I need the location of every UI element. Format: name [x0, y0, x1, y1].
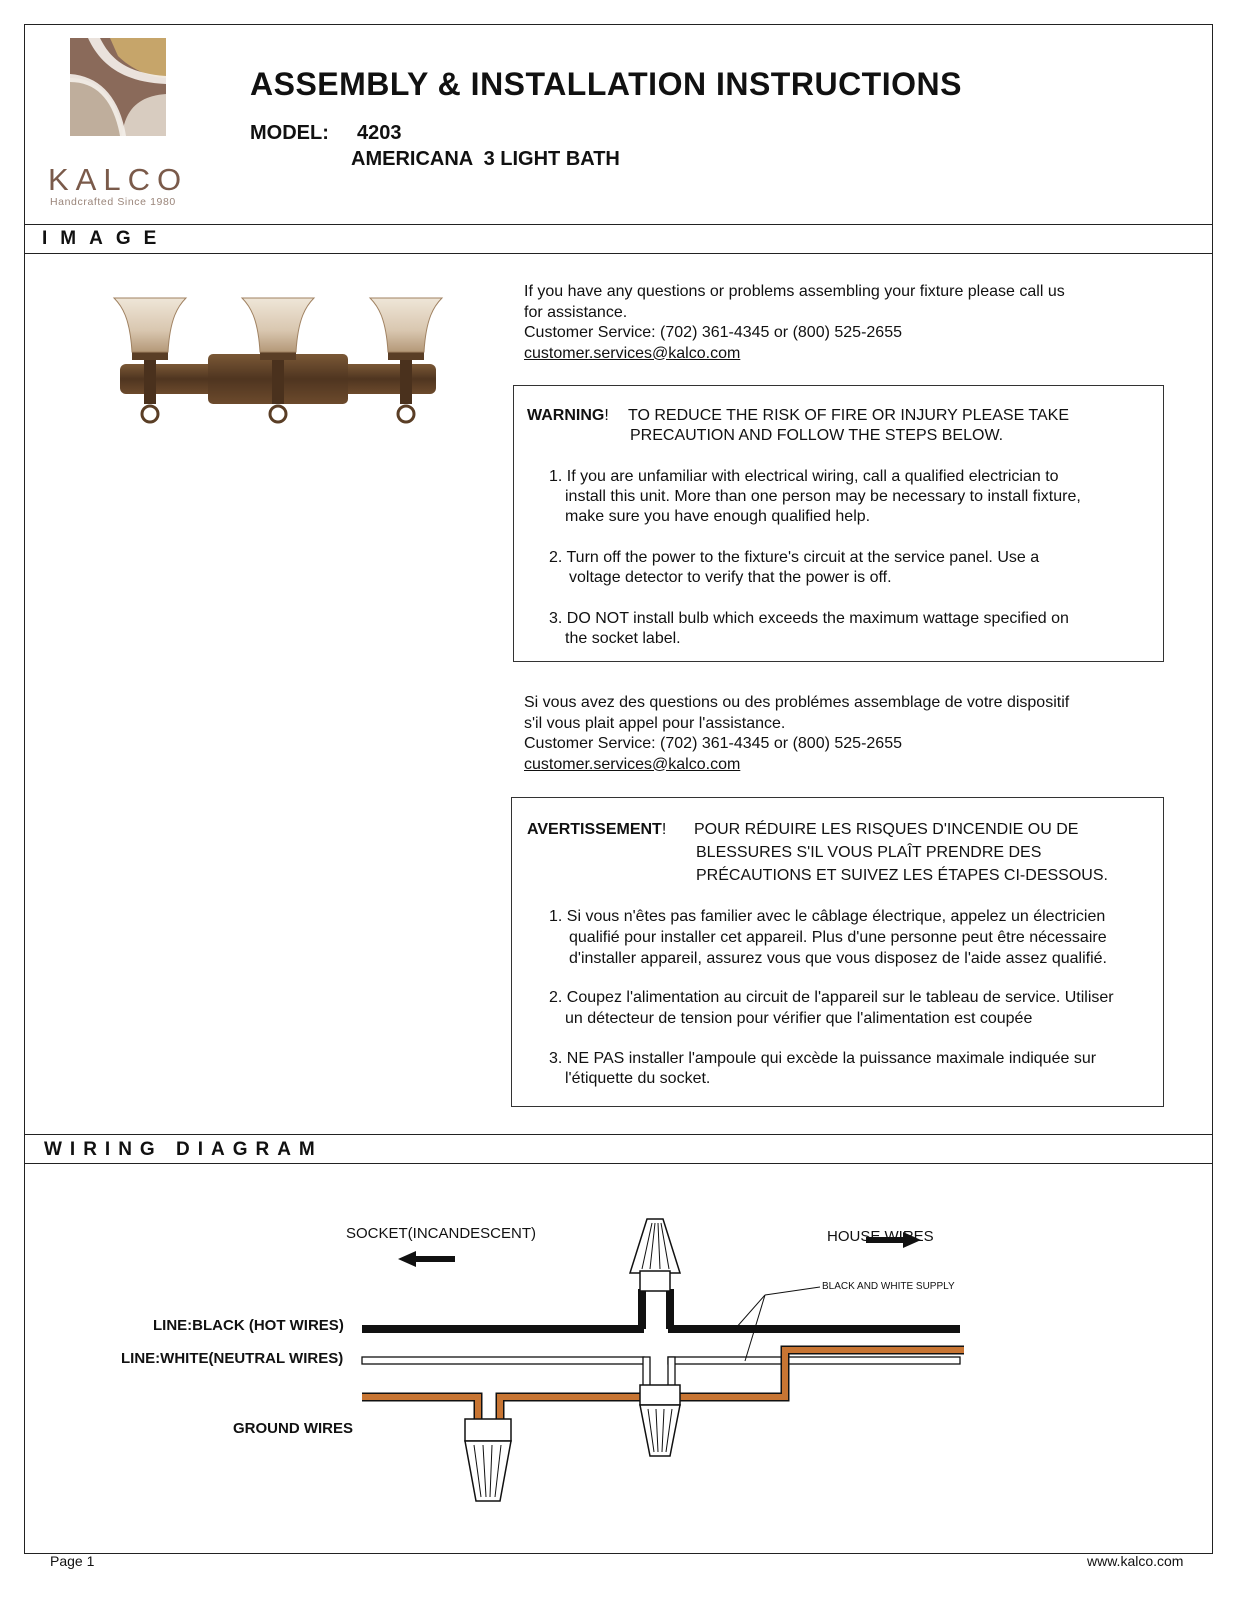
supply-label: BLACK AND WHITE SUPPLY	[822, 1281, 955, 1292]
step-text: l'étiquette du socket.	[565, 1070, 711, 1087]
step-text: 2. Coupez l'alimentation au circuit de l'appareil sur le tableau de service. Utiliser	[549, 989, 1114, 1006]
contact-text: s'il vous plait appel pour l'assistance.	[524, 714, 786, 732]
contact-info	[524, 282, 1065, 364]
model-number: 4203	[357, 122, 402, 144]
step-text: un détecteur de tension pour vérifier que l'alimentation est coupée	[565, 1010, 1033, 1027]
warning-label: WARNING!	[527, 407, 609, 424]
step-text: 2. Turn off the power to the fixture's circuit at the service panel. Use a	[549, 549, 1040, 566]
wire-nut-icon	[640, 1385, 680, 1456]
page-title: ASSEMBLY & INSTALLATION INSTRUCTIONS	[250, 66, 962, 102]
divider	[24, 1134, 1213, 1135]
brand-name: KALCO	[48, 162, 189, 197]
step-text: 3. DO NOT install bulb which exceeds the maximum wattage specified on	[549, 610, 1069, 627]
brand-tagline: Handcrafted Since 1980	[50, 196, 176, 208]
divider	[24, 224, 1213, 225]
step-text: voltage detector to verify that the power is off.	[569, 569, 892, 586]
section-heading-wiring: WIRING DIAGRAM	[44, 1139, 323, 1160]
divider	[24, 253, 1213, 254]
contact-text: for assistance.	[524, 303, 628, 321]
black-wire-left	[362, 1325, 644, 1333]
warning-text: POUR RÉDUIRE LES RISQUES D'INCENDIE OU DE	[694, 821, 1079, 838]
socket-label: SOCKET(INCANDESCENT)	[346, 1225, 537, 1242]
fixture-image	[108, 296, 448, 436]
step-text: 1. If you are unfamiliar with electrical wiring, call a qualified electrician to	[549, 468, 1059, 485]
step-text: 3. NE PAS installer l'ampoule qui excède la puissance maximale indiquée sur	[549, 1050, 1097, 1067]
white-wire-left	[362, 1357, 644, 1364]
white-wire-label: LINE:WHITE(NEUTRAL WIRES)	[121, 1350, 344, 1367]
step-text: make sure you have enough qualified help.	[565, 508, 871, 525]
phone-text: Customer Service: (702) 361-4345 or (800) 525-2655	[524, 324, 902, 341]
warning-box-fr	[511, 797, 1164, 1107]
warning-text: TO REDUCE THE RISK OF FIRE OR INJURY PLEASE TAKE	[628, 407, 1069, 424]
website-link[interactable]: www.kalco.com	[1087, 1553, 1184, 1569]
kalco-logo-icon	[70, 38, 166, 136]
warning-label: AVERTISSEMENT!	[527, 821, 667, 838]
model-label: MODEL:	[250, 122, 329, 144]
step-text: install this unit. More than one person may be necessary to install fixture,	[565, 488, 1081, 505]
wire-nut-icon	[465, 1419, 511, 1501]
contact-info-fr	[524, 693, 1069, 775]
black-wire-label: LINE:BLACK (HOT WIRES)	[153, 1317, 344, 1334]
white-wire-right	[668, 1357, 960, 1364]
warning-text: PRÉCAUTIONS ET SUIVEZ LES ÉTAPES CI-DESSOUS.	[696, 867, 1108, 884]
arrow-left-icon	[398, 1251, 455, 1267]
step-text: qualifié pour installer cet appareil. Plus d'une personne peut être nécessaire	[569, 929, 1107, 946]
page-number: Page 1	[50, 1553, 95, 1569]
ground-wire-label: GROUND WIRES	[233, 1420, 353, 1437]
phone-text: Customer Service: (702) 361-4345 or (800) 525-2655	[524, 735, 902, 752]
black-wire-right	[668, 1325, 960, 1333]
contact-text: If you have any questions or problems assembling your fixture please call us	[524, 283, 1065, 300]
step-text: d'installer appareil, assurez vous que vous disposez de l'aide assez qualifié.	[569, 950, 1107, 967]
warning-text: PRECAUTION AND FOLLOW THE STEPS BELOW.	[630, 427, 1004, 444]
warning-text: BLESSURES S'IL VOUS PLAÎT PRENDRE DES	[696, 844, 1042, 861]
section-heading-image: IMAGE	[42, 228, 170, 249]
model-name: AMERICANA 3 LIGHT BATH	[351, 148, 620, 170]
email-link[interactable]: customer.services@kalco.com	[524, 755, 741, 773]
step-text: the socket label.	[565, 630, 681, 647]
step-text: 1. Si vous n'êtes pas familier avec le câblage électrique, appelez un électricien	[549, 908, 1106, 925]
warning-box	[513, 385, 1164, 662]
wire-nut-icon	[630, 1219, 680, 1291]
contact-text: Si vous avez des questions ou des problémes assemblage de votre dispositif	[524, 694, 1070, 711]
house-wires-label: HOUSE WIRES	[827, 1228, 934, 1245]
email-link[interactable]: customer.services@kalco.com	[524, 344, 741, 362]
